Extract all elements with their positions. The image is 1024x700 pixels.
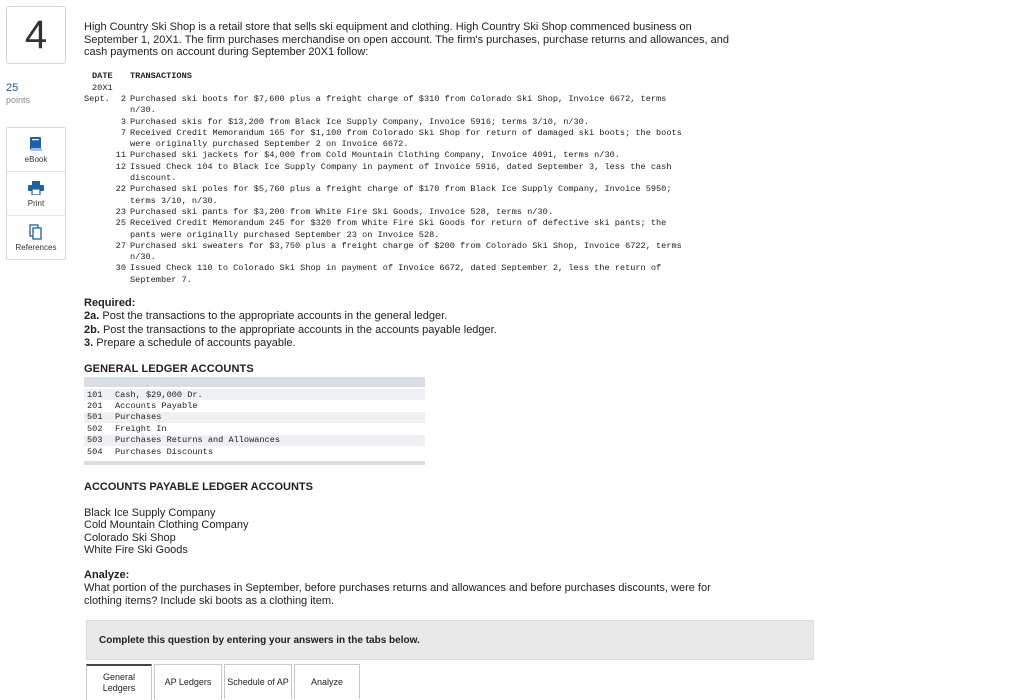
ap-account: Cold Mountain Clothing Company: [84, 519, 249, 532]
book-icon: [29, 136, 43, 152]
analyze-heading: Analyze:: [84, 569, 130, 581]
transaction-day: 27: [115, 240, 126, 251]
general-ledger-header-bar: [84, 377, 425, 387]
printer-icon: [28, 180, 44, 196]
transaction-row: [84, 162, 744, 185]
print-label: Print: [27, 198, 45, 208]
account-name: Freight In: [115, 423, 167, 434]
transaction-text: Purchased ski jackets for $4,000 from Cold Mountain Clothing Company, Invoice 4091, terms n/30.: [130, 150, 620, 161]
general-ledger-account: [84, 389, 425, 400]
instructions-panel: [86, 620, 814, 660]
instructions-text: Complete this question by entering your answers in the tabs below.: [99, 634, 420, 646]
general-ledger-account: [84, 435, 425, 446]
transaction-month: [84, 207, 110, 218]
account-number: 201: [87, 401, 103, 412]
transaction-text: Issued Check 104 to Black Ice Supply Company in payment of Invoice 5916, dated September 3, less the cash discount.: [130, 161, 672, 184]
required-item: 2b. Post the transactions to the appropriate accounts in the accounts payable ledger.: [84, 323, 497, 336]
transaction-row: [84, 184, 744, 207]
points-label: points: [6, 94, 31, 105]
transaction-day: 30: [115, 263, 126, 274]
account-number: 503: [87, 435, 103, 446]
date-header: DATE: [92, 71, 113, 81]
account-name: Accounts Payable: [115, 401, 198, 412]
transaction-month: [84, 218, 110, 241]
transaction-row: [84, 263, 744, 286]
account-name: Purchases: [115, 412, 162, 423]
account-name: Purchases Discounts: [115, 446, 213, 457]
question-number: 4: [24, 13, 48, 57]
transaction-month: [84, 150, 110, 161]
print-button[interactable]: [7, 172, 65, 216]
ap-account: Colorado Ski Shop: [84, 531, 176, 544]
tab-analyze[interactable]: Analyze: [294, 664, 360, 699]
transaction-row: [84, 218, 744, 241]
references-button[interactable]: [7, 216, 65, 259]
general-ledger-title: GENERAL LEDGER ACCOUNTS: [84, 363, 254, 375]
transaction-month: [84, 162, 110, 185]
general-ledger-account: [84, 423, 425, 434]
transaction-text: Purchased ski pants for $3,200 from White Fire Ski Goods, Invoice 528, terms n/30.: [130, 206, 553, 217]
transaction-text: Purchased ski poles for $5,760 plus a freight charge of $170 from Black Ice Supply Company, Invoice 5950; terms 3/10, n/30.: [130, 184, 672, 206]
transactions-table: [84, 94, 744, 286]
ap-ledger-title: ACCOUNTS PAYABLE LEDGER ACCOUNTS: [84, 481, 313, 493]
required-item: 2a. Post the transactions to the appropriate accounts in the general ledger.: [84, 310, 448, 323]
transaction-text: Received Credit Memorandum 245 for $320 from White Fire Ski Goods for return of defective ski pants; the pants were originally purchased September 23 on Invoice 528.: [130, 218, 667, 240]
required-item: 3. Prepare a schedule of accounts payable.: [84, 337, 296, 350]
general-ledger-account: [84, 400, 425, 411]
transactions-year: 20X1: [92, 83, 113, 93]
intro-text: High Country Ski Shop is a retail store that sells ski equipment and clothing. High Country Ski Shop commenced business on September 1, 20X1. The firm purchases merchandise on open account. The firm's purchases, purchase returns and allowances, and cash payments on account during September 20X1 follow:: [84, 21, 729, 59]
transaction-row: [84, 150, 744, 161]
transaction-day: 25: [115, 218, 126, 229]
transaction-row: [84, 117, 744, 128]
ebook-label: eBook: [24, 154, 48, 164]
answer-tabs: [86, 664, 362, 700]
ebook-button[interactable]: [7, 128, 65, 172]
transactions-header-label: TRANSACTIONS: [130, 71, 192, 81]
transaction-day: 7: [120, 127, 126, 138]
transaction-row: [84, 241, 744, 264]
transaction-text: Purchased ski sweaters for $3,750 plus a freight charge of $200 from Colorado Ski Shop, Invoice 6722, terms n/30.: [130, 240, 682, 263]
transaction-day: 3: [120, 116, 126, 127]
tools-panel: [6, 127, 66, 260]
transaction-text: Purchased ski boots for $7,600 plus a freight charge of $310 from Colorado Ski Shop, Invoice 6672, terms n/30.: [130, 94, 667, 116]
account-number: 501: [87, 412, 103, 423]
tab-schedule-of-ap[interactable]: Schedule of AP: [224, 664, 292, 699]
transaction-day: 12: [115, 161, 126, 172]
account-number: 101: [87, 389, 103, 400]
general-ledger-list: [84, 389, 425, 457]
transaction-month: Sept.: [84, 94, 110, 104]
account-number: 502: [87, 423, 103, 434]
ap-account: White Fire Ski Goods: [84, 544, 188, 557]
account-name: Cash, $29,000 Dr.: [115, 389, 203, 400]
transaction-day: 23: [115, 206, 126, 217]
required-heading: Required:: [84, 297, 136, 309]
transaction-day: 11: [115, 150, 126, 161]
transaction-month: [84, 263, 110, 286]
transaction-day: 2: [120, 94, 126, 104]
account-number: 504: [87, 446, 103, 457]
copy-icon: [29, 224, 43, 240]
transaction-month: [84, 184, 110, 207]
transaction-month: [84, 128, 110, 151]
transaction-row: [84, 94, 744, 117]
transaction-text: Purchased skis for $13,200 from Black Ice Supply Company, Invoice 5916; terms 3/10, n/30.: [130, 116, 589, 127]
general-ledger-footer-bar: [84, 461, 425, 465]
points-value: 25: [6, 82, 19, 94]
tab-ap-ledgers[interactable]: AP Ledgers: [154, 664, 222, 699]
transaction-day: 22: [115, 184, 126, 195]
transaction-month: [84, 117, 110, 128]
general-ledger-account: [84, 412, 425, 423]
ap-account: Black Ice Supply Company: [84, 507, 216, 519]
transaction-row: [84, 128, 744, 151]
ap-ledger-list: [84, 507, 248, 557]
transaction-text: Issued Check 110 to Colorado Ski Shop in payment of Invoice 6672, dated September 2, less the return of September 7.: [130, 263, 662, 285]
points-info: [6, 82, 46, 105]
transaction-row: [84, 207, 744, 218]
required-section: [84, 297, 497, 351]
analyze-text: What portion of the purchases in September, before purchases returns and allowances and before purchases discounts, were for clothing items? Include ski boots as a clothing item.: [84, 582, 711, 607]
tab-general-ledgers[interactable]: General Ledgers: [86, 664, 152, 700]
general-ledger-account: [84, 446, 425, 457]
references-label: References: [15, 242, 57, 252]
transaction-month: [84, 241, 110, 264]
question-number-box: [6, 6, 66, 64]
transaction-text: Received Credit Memorandum 165 for $1,100 from Colorado Ski Shop for return of damaged ski boots; the boots were originally purchased September 2 on Invoice 6672.: [130, 127, 682, 150]
account-name: Purchases Returns and Allowances: [115, 435, 281, 446]
